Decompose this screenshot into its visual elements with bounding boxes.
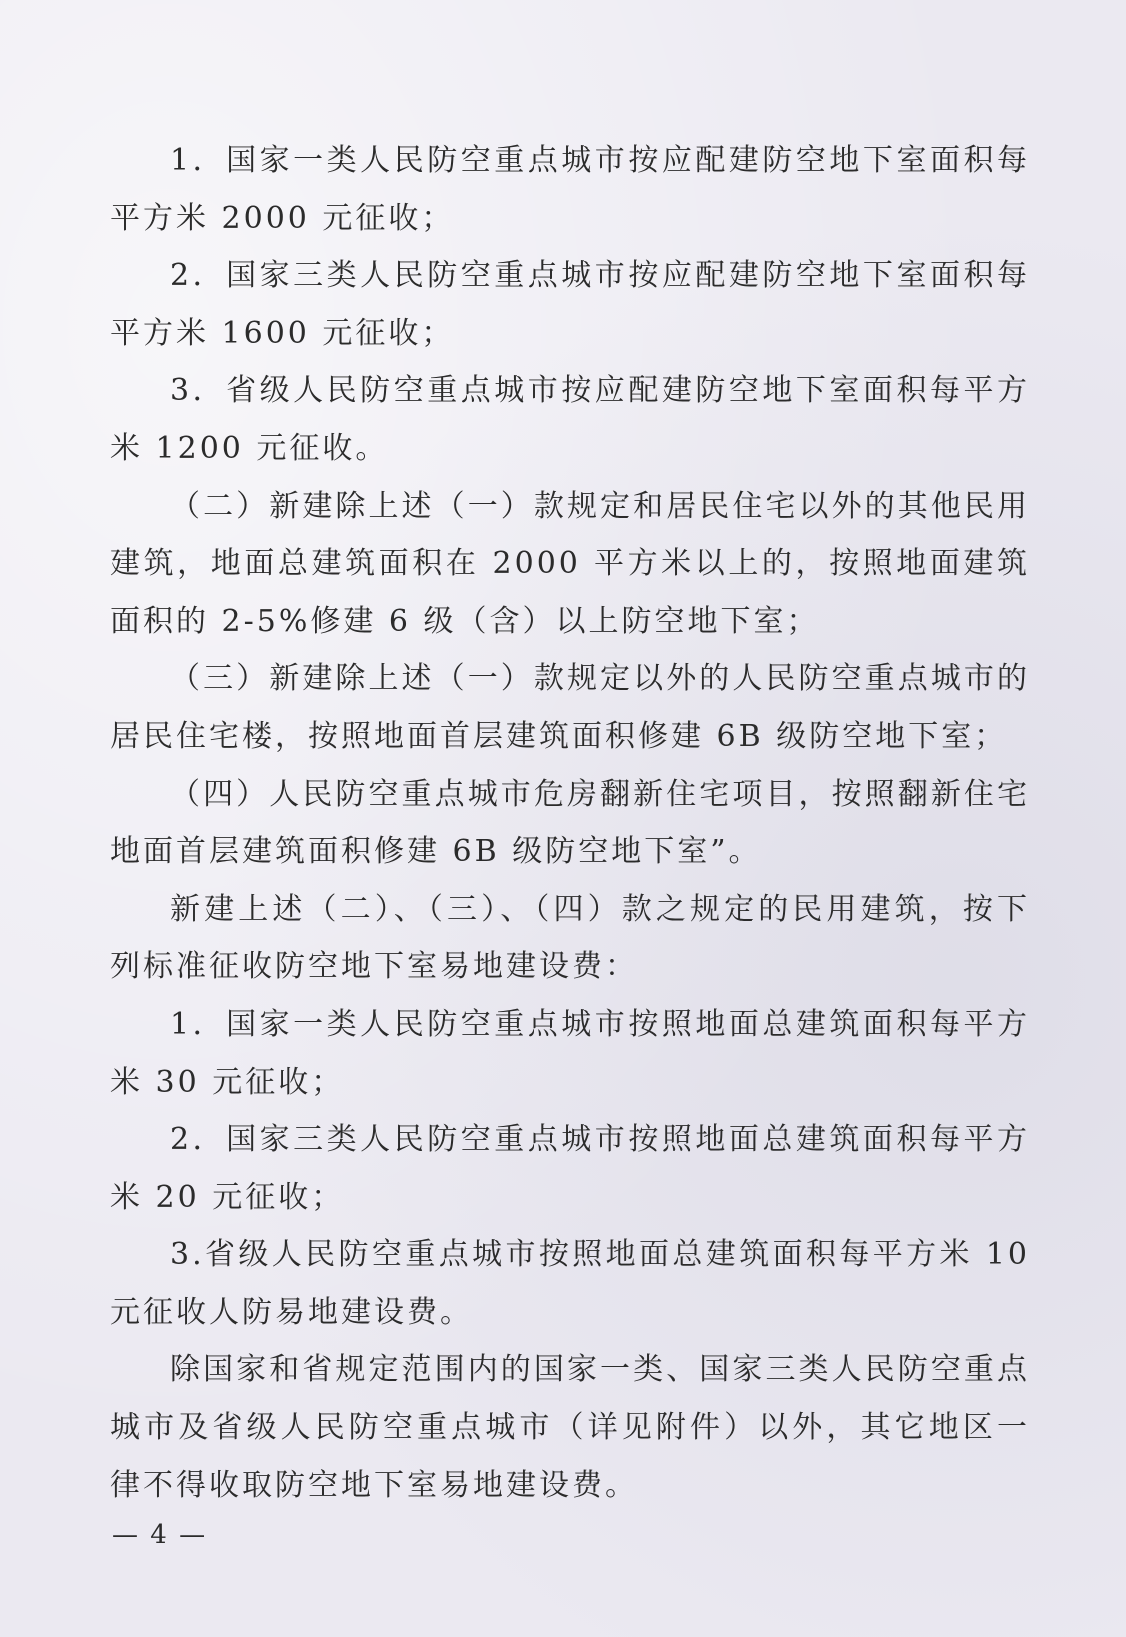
paragraph-10: 3.省级人民防空重点城市按照地面总建筑面积每平方米 10 元征收人防易地建设费。 [110,1237,1030,1330]
paragraph-6: （四）人民防空重点城市危房翻新住宅项目，按照翻新住宅地面首层建筑面积修建 6B 级防空地下室”。 [110,776,1030,870]
page-number: — 4 — [112,1520,208,1550]
paragraph-4: （二）新建除上述（一）款规定和居民住宅以外的其他民用建筑，地面总建筑面积在 2000 平方米以上的，按照地面建筑面积的 2-5%修建 6 级（含）以上防空地下室； [110,488,1030,639]
document-body [110,132,1030,1514]
paragraph-1: 1．国家一类人民防空重点城市按应配建防空地下室面积每平方米 2000 元征收； [110,143,1030,236]
paragraph-8: 1．国家一类人民防空重点城市按照地面总建筑面积每平方米 30 元征收； [110,1006,1030,1100]
paragraph-9: 2．国家三类人民防空重点城市按照地面总建筑面积每平方米 20 元征收； [110,1122,1030,1215]
paragraph-3: 3．省级人民防空重点城市按应配建防空地下室面积每平方米 1200 元征收。 [110,373,1030,466]
paragraph-11: 除国家和省规定范围内的国家一类、国家三类人民防空重点城市及省级人民防空重点城市（详见附件）以外，其它地区一律不得收取防空地下室易地建设费。 [110,1352,1030,1503]
paragraph-7: 新建上述（二）、（三）、（四）款之规定的民用建筑，按下列标准征收防空地下室易地建设费： [110,891,1030,985]
paragraph-5: （三）新建除上述（一）款规定以外的人民防空重点城市的居民住宅楼，按照地面首层建筑面积修建 6B 级防空地下室； [110,661,1030,754]
paragraph-2: 2．国家三类人民防空重点城市按应配建防空地下室面积每平方米 1600 元征收； [110,258,1030,351]
